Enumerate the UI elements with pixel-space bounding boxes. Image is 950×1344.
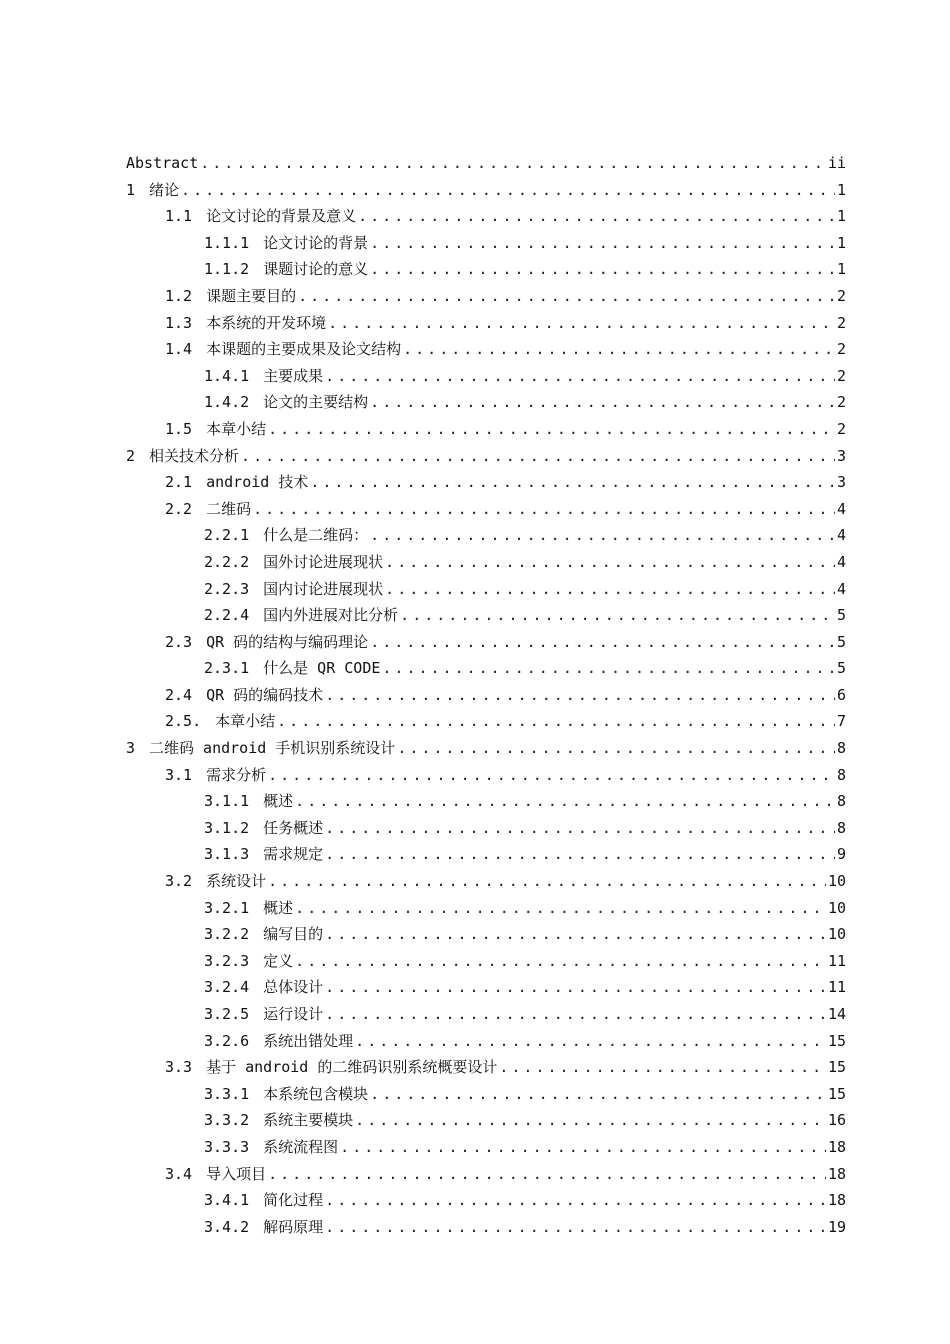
toc-entry-number: 3.4.2: [204, 1217, 250, 1236]
toc-entry-number: 3.1: [165, 765, 193, 784]
toc-entry-page-number: 8: [836, 739, 846, 758]
toc-entry[interactable]: [126, 682, 846, 709]
toc-entry-number: 1.3: [165, 313, 193, 332]
toc-entry[interactable]: [126, 389, 846, 416]
toc-entry-number: 1.2: [165, 286, 193, 305]
toc-entry-title: 本课题的主要成果及论文结构: [206, 340, 402, 359]
toc-entry[interactable]: [126, 283, 846, 310]
toc-entry-number: 3.3: [165, 1058, 193, 1077]
toc-entry[interactable]: [126, 974, 846, 1001]
toc-entry[interactable]: [126, 576, 846, 603]
toc-entry-number: 1.1.2: [204, 260, 250, 279]
toc-entry-title: 课题主要目的: [206, 286, 297, 305]
toc-entry-page-number: 3: [836, 446, 846, 465]
toc-entry-page-number: 2: [836, 419, 846, 438]
toc-entry-page-number: 5: [836, 659, 846, 678]
toc-dot-leader: [397, 735, 835, 762]
toc-dot-leader: [268, 868, 826, 895]
toc-dot-leader: [298, 283, 835, 310]
toc-entry-title: 二维码 android 手机识别系统设计: [149, 739, 396, 758]
toc-entry[interactable]: [126, 416, 846, 443]
toc-entry[interactable]: [126, 336, 846, 363]
toc-entry-title: 系统出错处理: [263, 1031, 354, 1050]
toc-entry-number: 2: [126, 446, 136, 465]
toc-entry-title: 绪论: [149, 180, 180, 199]
toc-entry-page-number: 18: [827, 1137, 846, 1156]
toc-entry-page-number: 10: [827, 872, 846, 891]
toc-dot-leader: [370, 230, 835, 257]
toc-entry[interactable]: [126, 469, 846, 496]
toc-entry-number: 3.3.1: [204, 1084, 250, 1103]
toc-dot-leader: [325, 1214, 826, 1241]
toc-dot-leader: [268, 416, 835, 443]
toc-dot-leader: [358, 203, 835, 230]
toc-entry-page-number: 1: [836, 207, 846, 226]
toc-entry[interactable]: [126, 1054, 846, 1081]
toc-dot-leader: [385, 576, 835, 603]
toc-dot-leader: [403, 336, 835, 363]
toc-dot-leader: [268, 762, 835, 789]
toc-entry-page-number: 3: [836, 473, 846, 492]
toc-entry[interactable]: [126, 1134, 846, 1161]
toc-entry-page-number: 4: [836, 552, 846, 571]
toc-entry-page-number: 1: [836, 233, 846, 252]
toc-entry-number: 2.2: [165, 499, 193, 518]
toc-entry-title: 论文讨论的背景: [263, 233, 369, 252]
toc-dot-leader: [328, 310, 835, 337]
toc-entry[interactable]: [126, 443, 846, 470]
toc-entry-page-number: 8: [836, 765, 846, 784]
toc-entry[interactable]: [126, 708, 846, 735]
toc-dot-leader: [268, 1161, 826, 1188]
toc-entry-number: 3.1.1: [204, 792, 250, 811]
toc-entry-title: 编写目的: [263, 925, 324, 944]
toc-entry-page-number: 14: [827, 1005, 846, 1023]
toc-entry[interactable]: [126, 496, 846, 523]
toc-entry[interactable]: [126, 1214, 846, 1241]
toc-entry-number: 2.4: [165, 685, 193, 704]
toc-entry[interactable]: [126, 1107, 846, 1134]
toc-entry-number: 3: [126, 739, 136, 758]
toc-entry-page-number: 8: [836, 818, 846, 837]
toc-entry-number: 2.1: [165, 473, 193, 492]
toc-entry[interactable]: [126, 629, 846, 656]
toc-dot-leader: [241, 443, 835, 470]
toc-dot-leader: [370, 1081, 826, 1108]
toc-entry[interactable]: [126, 841, 846, 868]
toc-entry-page-number: 18: [827, 1191, 846, 1210]
toc-entry-number: 1.5: [165, 419, 193, 438]
toc-entry-number: 3.1.3: [204, 845, 250, 864]
toc-dot-leader: [400, 602, 835, 629]
toc-entry-title: 什么是二维码：: [263, 526, 369, 545]
toc-entry-title: 系统设计: [206, 872, 267, 891]
toc-entry[interactable]: [126, 1001, 846, 1028]
toc-entry-page-number: 10: [827, 898, 846, 917]
toc-dot-leader: [370, 256, 835, 283]
toc-entry-title: 系统流程图: [263, 1137, 339, 1156]
toc-entry[interactable]: [126, 1161, 846, 1188]
toc-entry-page-number: 8: [836, 792, 846, 811]
toc-dot-leader: [181, 177, 835, 204]
toc-entry-title: 定义: [263, 951, 294, 970]
toc-entry-title: 二维码: [206, 499, 252, 518]
toc-entry-title: 导入项目: [206, 1164, 267, 1183]
toc-dot-leader: [295, 948, 826, 975]
toc-dot-leader: [325, 841, 835, 868]
toc-dot-leader: [325, 682, 835, 709]
toc-entry-number: 2.3: [165, 632, 193, 651]
toc-entry-page-number: 16: [827, 1111, 846, 1130]
toc-entry-number: 3.2.2: [204, 925, 250, 944]
toc-dot-leader: [355, 1028, 826, 1055]
toc-entry-number: 2.2.4: [204, 606, 250, 625]
toc-entry-title: 国内讨论进展现状: [263, 579, 384, 598]
toc-entry-number: 3.2.6: [204, 1031, 250, 1050]
toc-entry-page-number: 5: [836, 606, 846, 625]
toc-entry[interactable]: [126, 602, 846, 629]
toc-entry-number: 1.1: [165, 207, 193, 226]
toc-entry-title: 运行设计: [263, 1005, 324, 1023]
toc-entry[interactable]: [126, 868, 846, 895]
toc-entry-page-number: ii: [827, 154, 846, 172]
toc-entry-title: 本系统包含模块: [263, 1084, 369, 1103]
toc-entry-title: 概述: [263, 792, 294, 811]
toc-entry-number: 3.2: [165, 872, 193, 891]
toc-entry-number: 2.3.1: [204, 659, 250, 678]
toc-entry-title: Abstract: [126, 154, 199, 172]
toc-entry[interactable]: [126, 363, 846, 390]
toc-entry-page-number: 7: [836, 712, 846, 731]
toc-entry-title: 本章小结: [215, 712, 276, 731]
toc-entry-title: 解码原理: [263, 1217, 324, 1236]
toc-entry-page-number: 11: [827, 951, 846, 970]
toc-entry[interactable]: [126, 788, 846, 815]
toc-entry-page-number: 2: [836, 340, 846, 359]
toc-dot-leader: [310, 469, 835, 496]
toc-entry[interactable]: [126, 948, 846, 975]
toc-entry-page-number: 15: [827, 1058, 846, 1077]
toc-entry-page-number: 4: [836, 526, 846, 545]
toc-entry-page-number: 2: [836, 286, 846, 305]
toc-dot-leader: [277, 708, 835, 735]
toc-entry[interactable]: [126, 1081, 846, 1108]
toc-entry[interactable]: [126, 522, 846, 549]
toc-entry-number: 2.2.3: [204, 579, 250, 598]
toc-dot-leader: [325, 815, 835, 842]
toc-entry-number: 1.4.2: [204, 393, 250, 412]
toc-entry-number: 2.2.1: [204, 526, 250, 545]
toc-entry[interactable]: [126, 895, 846, 922]
toc-entry-title: 任务概述: [263, 818, 324, 837]
toc-entry-page-number: 9: [836, 845, 846, 864]
toc-entry-page-number: 18: [827, 1164, 846, 1183]
toc-entry[interactable]: [126, 230, 846, 257]
toc-entry-page-number: 2: [836, 366, 846, 385]
toc-dot-leader: [295, 788, 835, 815]
toc-entry-number: 2.5.: [165, 712, 202, 731]
toc-entry-number: 3.3.3: [204, 1137, 250, 1156]
toc-entry-title: QR 码的结构与编码理论: [206, 632, 369, 651]
toc-entry-title: 本章小结: [206, 419, 267, 438]
toc-entry-title: 论文讨论的背景及意义: [206, 207, 357, 226]
toc-entry-page-number: 2: [836, 393, 846, 412]
toc-entry[interactable]: [126, 256, 846, 283]
toc-entry-title: 论文的主要结构: [263, 393, 369, 412]
toc-entry-number: 3.1.2: [204, 818, 250, 837]
toc-entry-page-number: 4: [836, 579, 846, 598]
toc-entry-title: 国内外进展对比分析: [263, 606, 399, 625]
toc-dot-leader: [325, 1001, 826, 1028]
toc-entry-page-number: 15: [827, 1084, 846, 1103]
toc-entry-title: 本系统的开发环境: [206, 313, 327, 332]
toc-entry-number: 1: [126, 180, 136, 199]
toc-entry-page-number: 1: [836, 260, 846, 279]
toc-entry-page-number: 4: [836, 499, 846, 518]
toc-dot-leader: [370, 629, 835, 656]
toc-entry-title: 需求规定: [263, 845, 324, 864]
toc-entry-title: 系统主要模块: [263, 1111, 354, 1130]
toc-entry-title: 什么是 QR CODE: [263, 659, 381, 678]
toc-entry-title: QR 码的编码技术: [206, 685, 324, 704]
toc-entry-number: 1.4: [165, 340, 193, 359]
toc-dot-leader: [325, 363, 835, 390]
toc-entry-number: 3.2.5: [204, 1005, 250, 1023]
toc-entry[interactable]: [126, 203, 846, 230]
toc-entry-title: 课题讨论的意义: [263, 260, 369, 279]
toc-entry-page-number: 5: [836, 632, 846, 651]
toc-entry-title: 简化过程: [263, 1191, 324, 1210]
toc-entry-number: 3.4.1: [204, 1191, 250, 1210]
toc-entry-number: 2.2.2: [204, 552, 250, 571]
toc-entry-number: 3.2.1: [204, 898, 250, 917]
toc-dot-leader: [370, 389, 835, 416]
toc-entry-number: 1.1.1: [204, 233, 250, 252]
toc-entry-title: 基于 android 的二维码识别系统概要设计: [206, 1058, 498, 1077]
toc-dot-leader: [200, 150, 826, 177]
toc-dot-leader: [295, 895, 826, 922]
toc-entry-page-number: 2: [836, 313, 846, 332]
toc-dot-leader: [385, 549, 835, 576]
toc-entry-page-number: 6: [836, 685, 846, 704]
toc-entry[interactable]: [126, 310, 846, 337]
toc-dot-leader: [355, 1107, 826, 1134]
toc-entry-page-number: 1: [836, 180, 846, 199]
toc-dot-leader: [253, 496, 835, 523]
toc-entry[interactable]: [126, 1187, 846, 1214]
toc-entry-page-number: 15: [827, 1031, 846, 1050]
toc-entry-title: 需求分析: [206, 765, 267, 784]
toc-entry-title: 相关技术分析: [149, 446, 240, 465]
toc-dot-leader: [499, 1054, 826, 1081]
table-of-contents: [126, 150, 846, 1240]
toc-entry[interactable]: [126, 1028, 846, 1055]
toc-dot-leader: [340, 1134, 826, 1161]
toc-entry-title: 国外讨论进展现状: [263, 552, 384, 571]
toc-dot-leader: [325, 974, 826, 1001]
toc-entry-title: 概述: [263, 898, 294, 917]
toc-entry-page-number: 19: [827, 1217, 846, 1236]
toc-entry-number: 3.2.4: [204, 978, 250, 997]
toc-dot-leader: [370, 522, 835, 549]
toc-entry-page-number: 11: [827, 978, 846, 997]
toc-dot-leader: [382, 655, 835, 682]
toc-entry-title: android 技术: [206, 473, 309, 492]
toc-entry[interactable]: [126, 815, 846, 842]
toc-entry[interactable]: [126, 762, 846, 789]
toc-entry-title: 主要成果: [263, 366, 324, 385]
toc-entry[interactable]: [126, 150, 846, 177]
toc-dot-leader: [325, 1187, 826, 1214]
toc-entry-number: 3.2.3: [204, 951, 250, 970]
toc-entry-number: 3.4: [165, 1164, 193, 1183]
toc-entry-number: 1.4.1: [204, 366, 250, 385]
toc-entry-page-number: 10: [827, 925, 846, 944]
toc-entry[interactable]: [126, 655, 846, 682]
toc-dot-leader: [325, 921, 826, 948]
toc-entry[interactable]: [126, 549, 846, 576]
toc-entry-title: 总体设计: [263, 978, 324, 997]
toc-entry-number: 3.3.2: [204, 1111, 250, 1130]
toc-entry[interactable]: [126, 735, 846, 762]
toc-entry[interactable]: [126, 921, 846, 948]
toc-entry[interactable]: [126, 177, 846, 204]
